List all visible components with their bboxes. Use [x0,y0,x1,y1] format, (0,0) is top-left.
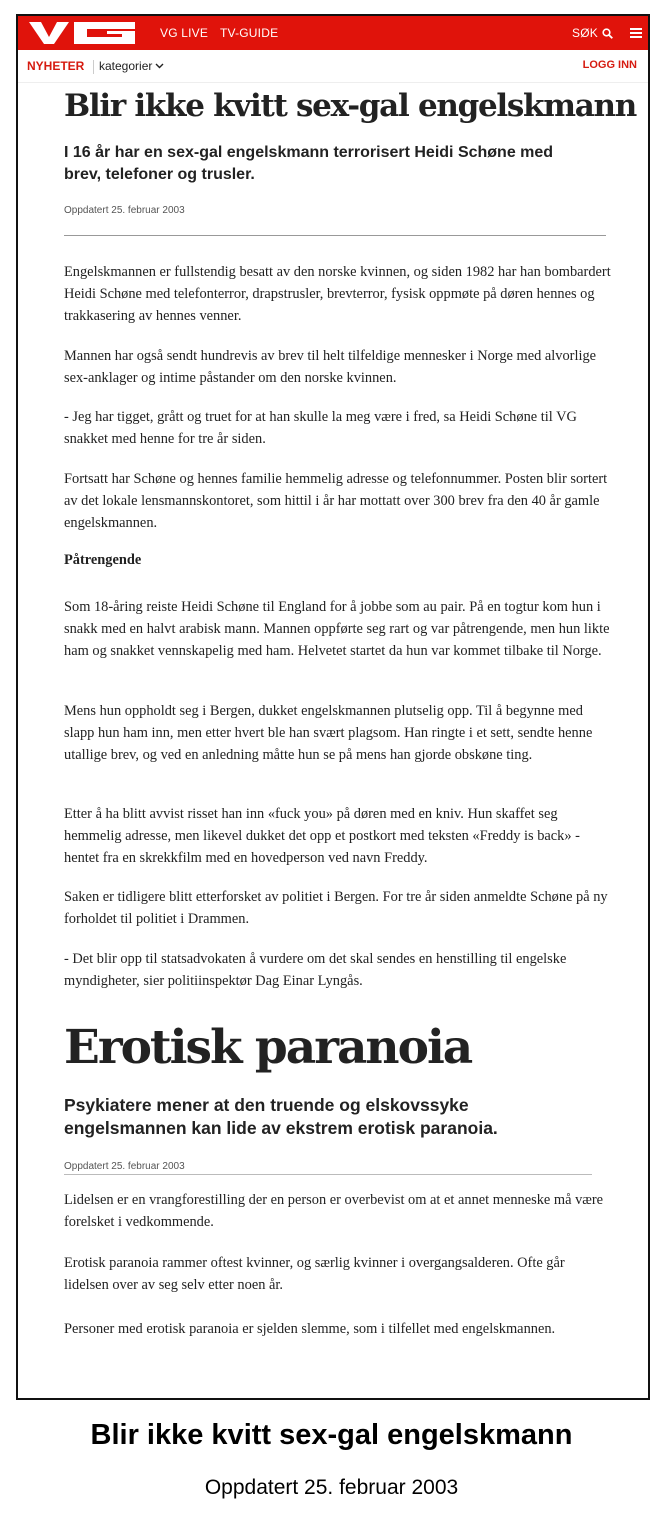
separator [64,1174,592,1175]
article-paragraph: Engelskmannen er fullstendig besatt av den norske kvinnen, og siden 1982 har han bombardert Heidi Schøne med telefonterror, drapstrusler, brevterror, fysisk oppmøte på døren hennes og trakkasering av hennes venner. [64,264,611,324]
article-lead: I 16 år har en sex-gal engelskmann terrorisert Heidi Schøne med brev, telefoner og trusler. [64,144,554,183]
vg-logo[interactable] [27,20,139,46]
second-article-lead: Psykiatere mener at den truende og elskovssyke engelsmannen kan lide av ekstrem erotisk paranoia. [64,1095,498,1138]
article-paragraph: Fortsatt har Schøne og hennes familie hemmelig adresse og telefonnummer. Posten blir sortert av det lokale lensmannskontoret, som hittil i år har mottatt over 300 brev fra den 40 år gamle engelskmannen. [64,471,608,531]
search-button[interactable] [572,26,613,40]
hamburger-menu-icon[interactable] [630,28,642,38]
section-bar [18,50,648,83]
categories-dropdown[interactable] [99,59,164,73]
categories-label: kategorier [99,59,153,73]
nav-tv-guide[interactable]: TV-GUIDE [220,26,279,40]
article-paragraph: Mens hun oppholdt seg i Bergen, dukket engelskmannen plutselig opp. Til å begynne med slapp hun ham inn, men etter hvert ble han svært plagsom. Han ringte i et sett, sendte henne utallige brev, og ved en anledning måtte hun se på mens han gjorde obskøne ting. [64,703,593,763]
article-paragraph: - Jeg har tigget, grått og truet for at han skulle la meg være i fred, sa Heidi Schøne til VG snakket med henne for tre år siden. [64,409,577,447]
second-article-paragraph: Personer med erotisk paranoia er sjelden slemme, som i tilfellet med engelskmannen. [64,1321,556,1337]
chevron-down-icon [155,63,164,69]
article-paragraph: Mannen har også sendt hundrevis av brev til helt tilfeldige mennesker i Norge med alvorlige sex-anklager og intime påstander om den norske kvinnen. [64,348,597,386]
top-navigation-bar [18,16,648,50]
separator [64,235,606,236]
article-date: Oppdatert 25. februar 2003 [64,205,185,216]
login-link[interactable]: LOGG INN [582,59,637,71]
second-article-paragraph: Lidelsen er en vrangforestilling der en person er overbevist om at et annet menneske må være forelsket i vedkommende. [64,1192,604,1230]
article-subheading: Påtrengende [64,552,142,568]
caption-date: Oppdatert 25. februar 2003 [204,1476,459,1499]
article-paragraph: Som 18-åring reiste Heidi Schøne til England for å jobbe som au pair. På en togtur kom hun i snakk med en halvt arabisk mann. Mannen oppførte seg rart og var påtrengende, men hun likte ham og snakket vennskapelig med ham. Helvetet startet da hun var kommet tilbake til Norge. [64,599,610,659]
article-paragraph: - Det blir opp til statsadvokaten å vurdere om det skal sendes en henstilling til engelske myndigheter, sier politiinspektør Dag Einar Lyngås. [64,951,567,989]
article-paragraph: Etter å ha blitt avvist risset han inn «fuck you» på døren med en kniv. Hun skaffet seg hemmelig adresse, men likevel dukket det opp et postkort med teksten «Freddy is back» - hentet fra en skrekkfilm med en hovedperson ved navn Freddy. [64,806,580,866]
browser-frame [16,14,650,1400]
divider [93,60,94,74]
search-label: SØK [572,26,598,40]
article-paragraph: Saken er tidligere blitt etterforsket av politiet i Bergen. For tre år siden anmeldte Schøne på ny forholdet til politiet i Drammen. [64,889,608,927]
nav-vg-live[interactable]: VG LIVE [160,26,209,40]
second-article-paragraph: Erotisk paranoia rammer oftest kvinner, og særlig kvinner i overgangsalderen. Ofte går lidelsen over av seg selv etter noen år. [64,1255,565,1293]
article-headline: Blir ikke kvitt sex-gal engelskmann [64,88,636,124]
second-article-headline: Erotisk paranoia [64,1020,472,1075]
caption-title: Blir ikke kvitt sex-gal engelskmann [90,1419,573,1451]
section-nyheter[interactable]: NYHETER [27,59,85,73]
second-article-date: Oppdatert 25. februar 2003 [64,1161,185,1172]
search-icon [602,28,613,39]
